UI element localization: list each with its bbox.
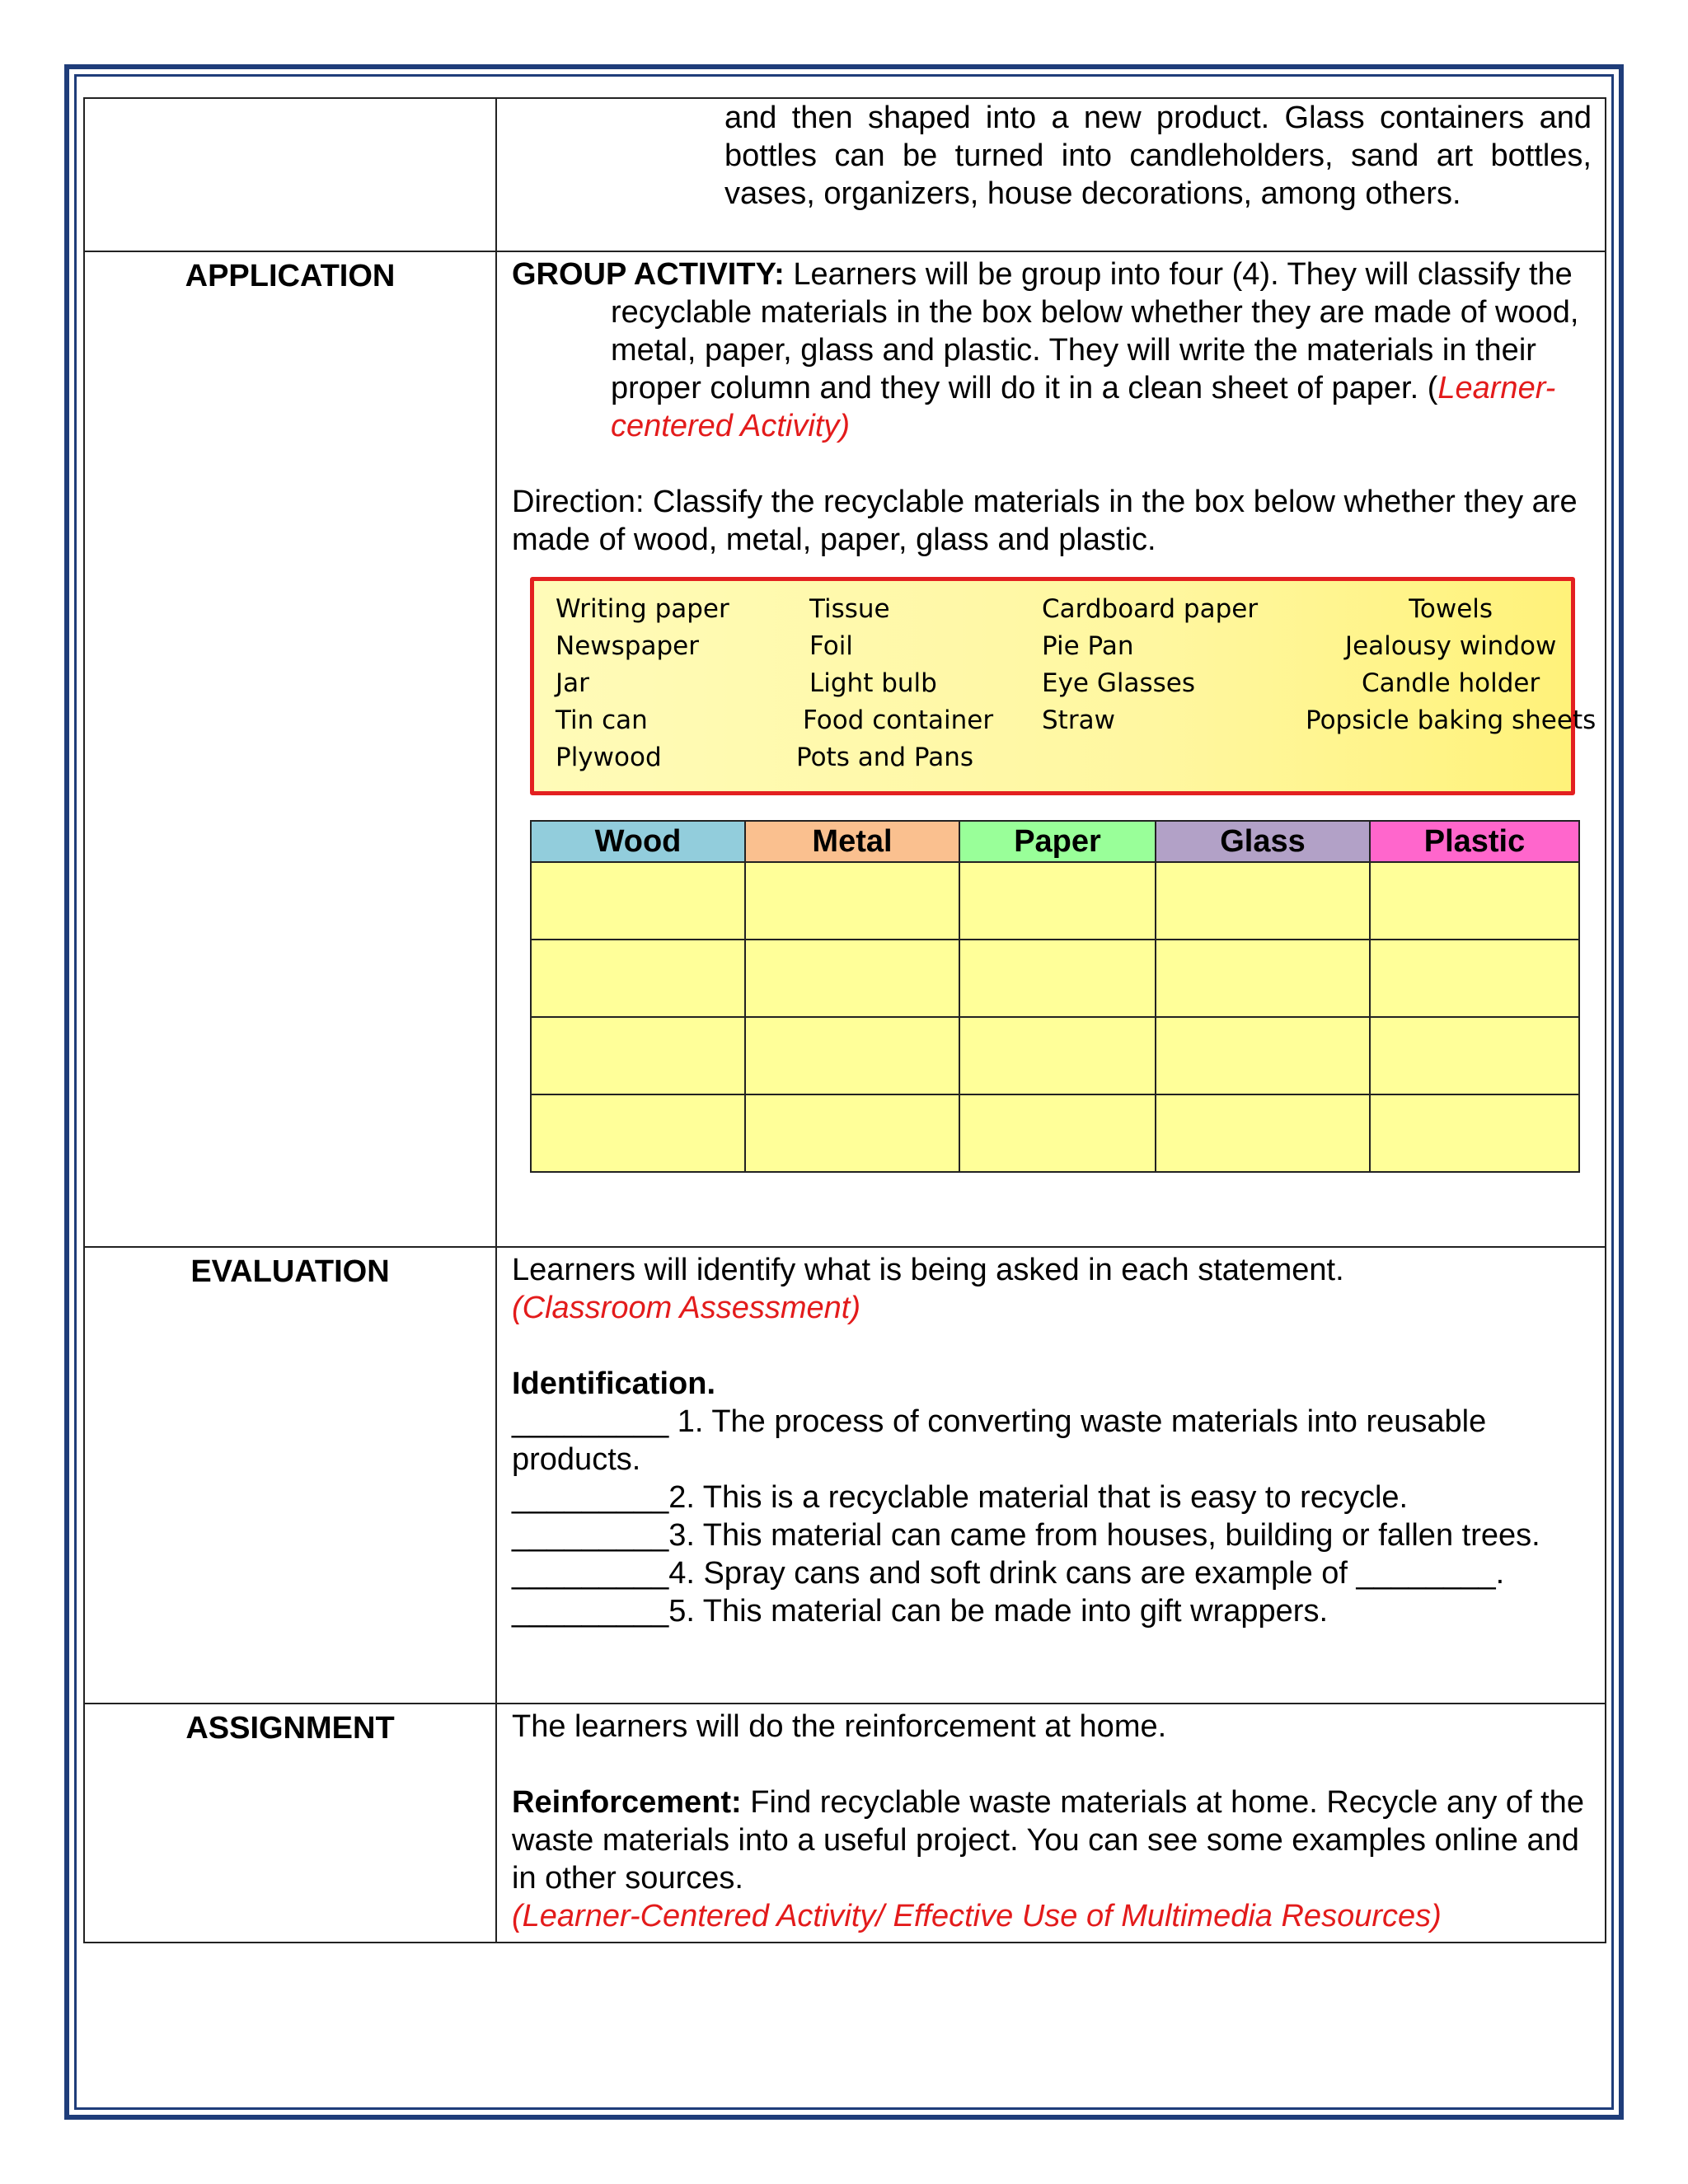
reinforcement-paragraph: [512, 1783, 1592, 1897]
classification-cell[interactable]: [745, 862, 959, 940]
assignment-content: [496, 1704, 1606, 1943]
assignment-note: (Learner-Centered Activity/ Effective Use of Multimedia Resources): [512, 1899, 1442, 1933]
application-content: [496, 251, 1606, 1247]
word-box-item: [1306, 739, 1596, 776]
word-box-item: Towels: [1409, 594, 1493, 624]
evaluation-note: (Classroom Assessment): [512, 1291, 861, 1325]
recyclable-word-box: [530, 577, 1597, 795]
continuation-cell: [496, 98, 1606, 251]
identification-item: _________2. This is a recyclable material that is easy to recycle.: [512, 1480, 1409, 1515]
evaluation-instruction: Learners will identify what is being asked in each statement.: [512, 1253, 1344, 1287]
word-box-item: Jar: [556, 668, 589, 698]
classification-row: [531, 940, 1579, 1017]
application-row: [84, 251, 1606, 1247]
identification-item: _________4. Spray cans and soft drink cans are example of ________.: [512, 1556, 1505, 1591]
word-box-item: Tissue: [809, 594, 890, 624]
word-box-item: Newspaper: [556, 631, 699, 661]
classification-cell[interactable]: [959, 940, 1156, 1017]
column-header-metal: Metal: [745, 821, 959, 862]
classification-cell[interactable]: [1156, 862, 1370, 940]
direction-text: Direction: Classify the recyclable materials in the box below whether they are made of wood, metal, paper, glass and plastic.: [512, 485, 1578, 557]
assignment-row: [84, 1704, 1606, 1943]
empty-label-cell: [84, 98, 496, 251]
classification-cell[interactable]: [1370, 1017, 1579, 1094]
word-box-item: Foil: [809, 631, 853, 661]
column-header-plastic: Plastic: [1370, 821, 1579, 862]
identification-item: _________3. This material can came from houses, building or fallen trees.: [512, 1518, 1540, 1553]
classification-cell[interactable]: [959, 1017, 1156, 1094]
classification-cell[interactable]: [1156, 940, 1370, 1017]
column-header-glass: Glass: [1156, 821, 1370, 862]
classification-cell[interactable]: [745, 1017, 959, 1094]
word-grid: [556, 591, 1597, 776]
reinforcement-label: Reinforcement:: [512, 1785, 742, 1820]
classification-cell[interactable]: [1156, 1094, 1370, 1172]
word-box-item: Writing paper: [556, 594, 729, 624]
classification-cell[interactable]: [959, 1094, 1156, 1172]
word-box-item: Plywood: [556, 743, 662, 772]
word-box-item: Food container: [803, 705, 994, 735]
group-activity-text: Learners will be group into four (4). They will classify the recyclable materials in the box below whether they are made of wood, metal, paper, glass and plastic. They will write the materials in their proper column and they will do it in a clean sheet of paper. (: [611, 257, 1579, 405]
classification-cell[interactable]: [531, 862, 745, 940]
classification-cell[interactable]: [745, 1094, 959, 1172]
classification-table: [530, 820, 1580, 1173]
classification-row: [531, 1017, 1579, 1094]
column-header-wood: Wood: [531, 821, 745, 862]
continuation-text: and then shaped into a new product. Glass containers and bottles can be turned into candleholders, sand art bottles, vases, organizers, house decorations, among others.: [724, 101, 1592, 211]
word-box-item: [1042, 739, 1306, 776]
reinforcement-text: Find recyclable waste materials at home. Recycle any of the waste materials into a useful project. You can see some examples online and in other sources.: [512, 1785, 1584, 1896]
classification-cell[interactable]: [745, 940, 959, 1017]
classification-cell[interactable]: [531, 1094, 745, 1172]
evaluation-row: [84, 1247, 1606, 1704]
word-box-item: Cardboard paper: [1042, 594, 1259, 624]
column-header-paper: Paper: [959, 821, 1156, 862]
word-box-item: Straw: [1042, 705, 1115, 735]
classification-header-row: [531, 821, 1579, 862]
word-box-item: Pie Pan: [1042, 631, 1134, 661]
identification-item: _________5. This material can be made into gift wrappers.: [512, 1594, 1329, 1629]
evaluation-content: [496, 1247, 1606, 1704]
word-box-item: Tin can: [556, 705, 648, 735]
classification-row: [531, 1094, 1579, 1172]
word-box-item: Popsicle baking sheets: [1306, 705, 1597, 735]
group-activity-paragraph: [512, 255, 1592, 445]
classification-cell[interactable]: [1156, 1017, 1370, 1094]
classification-cell[interactable]: [531, 1017, 745, 1094]
classification-row: [531, 862, 1579, 940]
assignment-label: ASSIGNMENT: [84, 1704, 496, 1943]
identification-item: _________ 1. The process of converting waste materials into reusable products.: [512, 1404, 1487, 1477]
identification-heading: Identification.: [512, 1366, 715, 1401]
word-box-item: Pots and Pans: [796, 743, 973, 772]
assignment-instruction: The learners will do the reinforcement at home.: [512, 1709, 1167, 1744]
group-activity-label: GROUP ACTIVITY:: [512, 257, 785, 292]
identification-items: [512, 1403, 1592, 1630]
group-activity-note: Learner-centered Activity): [611, 371, 1556, 443]
word-box-item: Light bulb: [809, 668, 937, 698]
word-box-item: Jealousy window: [1344, 631, 1557, 661]
application-label: APPLICATION: [84, 251, 496, 1247]
classification-cell[interactable]: [1370, 1094, 1579, 1172]
continuation-row: [84, 98, 1606, 251]
classification-cell[interactable]: [1370, 940, 1579, 1017]
lesson-plan-table: [83, 97, 1606, 1943]
word-box-item: Candle holder: [1362, 668, 1540, 698]
evaluation-label: EVALUATION: [84, 1247, 496, 1704]
classification-cell[interactable]: [1370, 862, 1579, 940]
word-box-item: Eye Glasses: [1042, 668, 1196, 698]
classification-cell[interactable]: [531, 940, 745, 1017]
classification-cell[interactable]: [959, 862, 1156, 940]
